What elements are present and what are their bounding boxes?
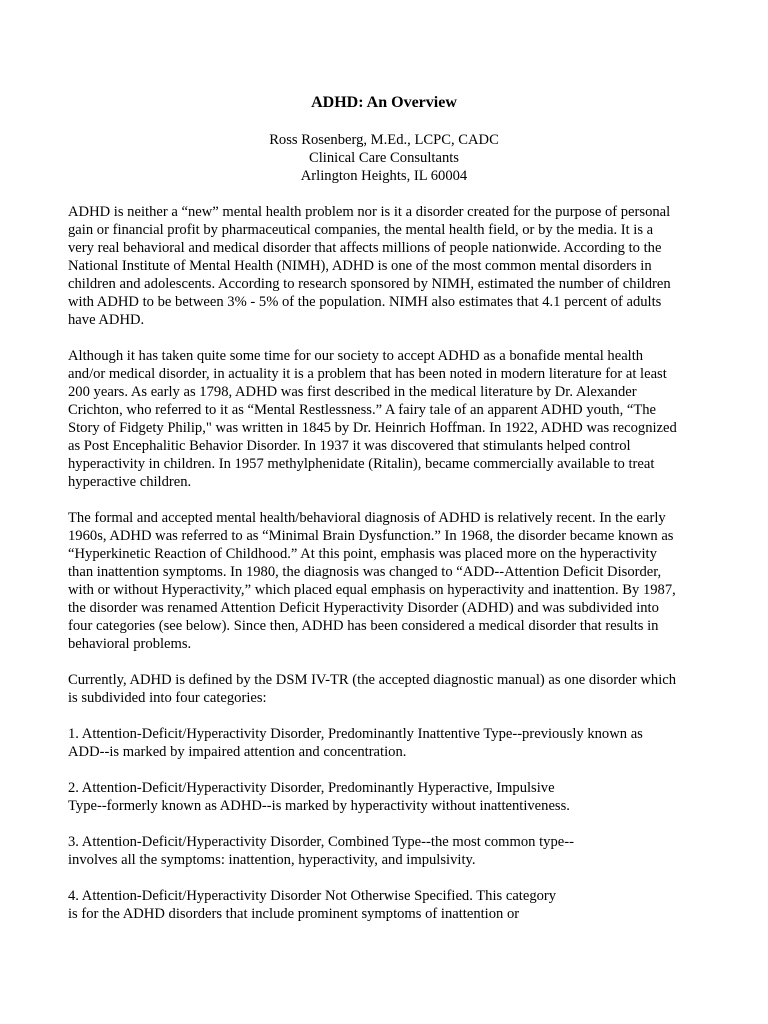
page-title: ADHD: An Overview	[311, 94, 457, 111]
paragraph-line: hyperactive children.	[68, 474, 192, 490]
paragraph-line: with ADHD to be between 3% - 5% of the population. NIMH also estimates that 4.1 percent of adults	[68, 294, 662, 310]
paragraph-line: 1960s, ADHD was referred to as “Minimal Brain Dysfunction.” In 1968, the disorder became known as	[68, 528, 674, 544]
paragraph-line: Type--formerly known as ADHD--is marked by hyperactivity without inattentiveness.	[68, 798, 570, 814]
paragraph-line: behavioral problems.	[68, 636, 192, 652]
paragraph-line: gain or financial profit by pharmaceutical companies, the mental health field, or by the media. It is a	[68, 222, 654, 238]
paragraph	[68, 671, 708, 707]
paragraph-line: is subdivided into four categories:	[68, 690, 267, 706]
paragraph-line: and/or medical disorder, in actuality it is a problem that has been noted in modern literature for at least	[68, 366, 667, 382]
paragraph	[68, 725, 708, 761]
paragraph-line: 1. Attention-Deficit/Hyperactivity Disorder, Predominantly Inattentive Type--previously known as	[68, 726, 643, 742]
paragraph	[68, 833, 708, 869]
paragraph-line: than inattention symptoms. In 1980, the diagnosis was changed to “ADD--Attention Deficit Disorder,	[68, 564, 662, 580]
author-name: Ross Rosenberg, M.Ed., LCPC, CADC	[269, 132, 499, 148]
paragraph-line: the disorder was renamed Attention Deficit Hyperactivity Disorder (ADHD) and was subdivided into	[68, 600, 659, 616]
paragraph	[68, 887, 708, 923]
paragraph-line: Story of Fidgety Philip," was written in 1845 by Dr. Heinrich Hoffman. In 1922, ADHD was recognized	[68, 420, 677, 436]
paragraph-line: have ADHD.	[68, 312, 145, 328]
paragraph-line: The formal and accepted mental health/behavioral diagnosis of ADHD is relatively recent. In the early	[68, 510, 666, 526]
paragraph-line: 3. Attention-Deficit/Hyperactivity Disorder, Combined Type--the most common type--	[68, 834, 574, 850]
paragraph-line: children and adolescents. According to research sponsored by NIMH, estimated the number of children	[68, 276, 671, 292]
paragraph	[68, 779, 708, 815]
paragraph-line: National Institute of Mental Health (NIMH), ADHD is one of the most common mental disorders in	[68, 258, 652, 274]
paragraph-line: very real behavioral and medical disorder that affects millions of people nationwide. According to the	[68, 240, 662, 256]
paragraph-line: Although it has taken quite some time for our society to accept ADHD as a bonafide mental health	[68, 348, 644, 364]
paragraph-line: Crichton, who referred to it as “Mental Restlessness.” A fairy tale of an apparent ADHD youth, “The	[68, 402, 657, 418]
paragraph-line: involves all the symptoms: inattention, hyperactivity, and impulsivity.	[68, 852, 476, 868]
paragraph-line: Currently, ADHD is defined by the DSM IV-TR (the accepted diagnostic manual) as one disorder which	[68, 672, 677, 688]
author-location: Arlington Heights, IL 60004	[300, 168, 468, 184]
paragraph	[68, 509, 708, 653]
paragraph-line: 4. Attention-Deficit/Hyperactivity Disorder Not Otherwise Specified. This category	[68, 888, 557, 904]
paragraph-line: with or without Hyperactivity,” which placed equal emphasis on hyperactivity and inattention. By 1987,	[68, 582, 676, 598]
paragraph-line: “Hyperkinetic Reaction of Childhood.” At this point, emphasis was placed more on the hyperactivity	[68, 546, 657, 562]
paragraph	[68, 203, 708, 329]
paragraph-line: 200 years. As early as 1798, ADHD was first described in the medical literature by Dr. Alexander	[68, 384, 637, 400]
author-organization: Clinical Care Consultants	[309, 150, 459, 166]
paragraph-line: hyperactivity in children. In 1957 methylphenidate (Ritalin), became commercially available to treat	[68, 456, 655, 472]
paragraph	[68, 347, 708, 491]
paragraph-line: ADD--is marked by impaired attention and concentration.	[68, 744, 407, 760]
paragraph-line: 2. Attention-Deficit/Hyperactivity Disorder, Predominantly Hyperactive, Impulsive	[68, 780, 555, 796]
paragraph-line: four categories (see below). Since then, ADHD has been considered a medical disorder that results in	[68, 618, 659, 634]
paragraph-line: is for the ADHD disorders that include prominent symptoms of inattention or	[68, 906, 520, 922]
paragraph-line: ADHD is neither a “new” mental health problem nor is it a disorder created for the purpose of personal	[68, 204, 671, 220]
author-block	[0, 131, 768, 185]
document-body	[68, 203, 708, 941]
paragraph-line: as Post Encephalitic Behavior Disorder. In 1937 it was discovered that stimulants helped control	[68, 438, 631, 454]
